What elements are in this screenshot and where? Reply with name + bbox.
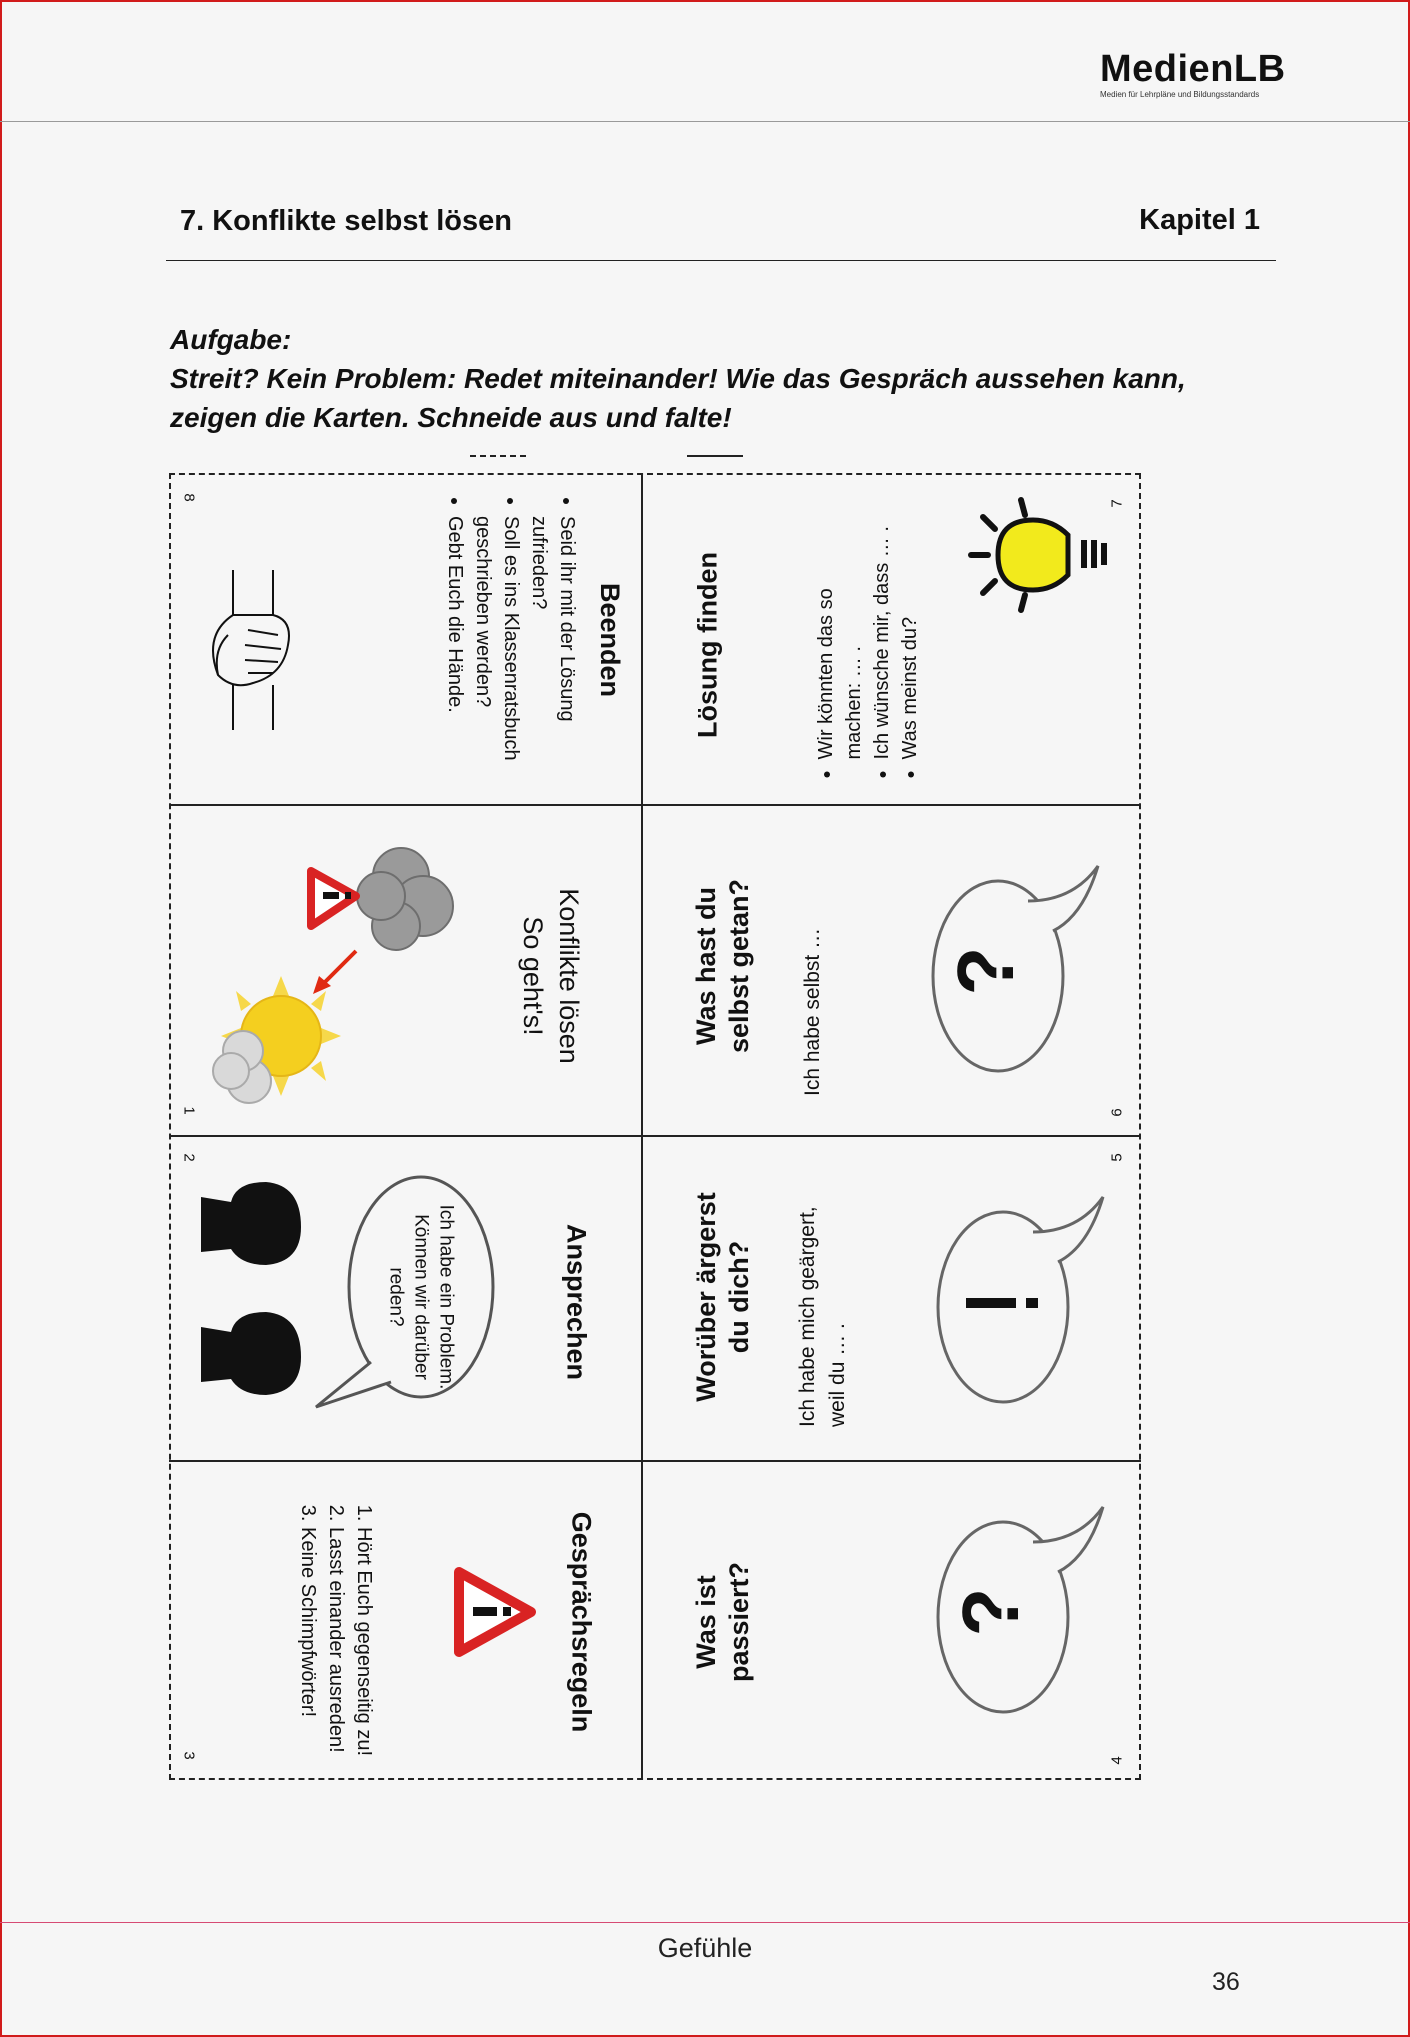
card-list (441, 490, 581, 790)
card-title-block (690, 836, 756, 1096)
card-title: Beenden (595, 582, 625, 697)
card-title-wrap (673, 1157, 773, 1437)
card-title-block (690, 1502, 756, 1742)
question-bubble-icon (928, 1502, 1128, 1717)
handshake-icon (193, 565, 313, 735)
card-title: Ansprechen (561, 1223, 592, 1381)
card-title-wrap (678, 515, 738, 775)
card-text: Ich habe mich geärgert, (796, 1206, 819, 1427)
card-number: 5 (1108, 1153, 1126, 1162)
card-title-block (515, 856, 587, 1096)
card-konflikte-loesen (171, 806, 641, 1135)
card-number: 4 (1108, 1756, 1126, 1765)
list-item: 3. Keine Schimpfwörter! (294, 1527, 322, 1757)
card-title-wrap (551, 1482, 611, 1762)
card-list (812, 515, 924, 786)
card-text: Ich habe selbst … (801, 927, 824, 1096)
storm-to-sun-icon (201, 826, 471, 1116)
task-line-1: Streit? Kein Problem: Redet miteinander! Wie das Gespräch aussehen kann, (170, 363, 1186, 394)
list-item: • Seid ihr mit der Lösung zufrieden? (525, 516, 581, 790)
card-text-2: weil du … . (826, 1323, 849, 1427)
header-rule (0, 121, 1410, 122)
page-title: 7. Konflikte selbst lösen (180, 205, 512, 237)
card-beenden (171, 475, 641, 804)
card-title: Worüber ärgerst (691, 1192, 721, 1402)
card-title-block (690, 1162, 756, 1432)
card-was-hast-du-getan (643, 806, 1139, 1135)
card-text-wrap (793, 866, 833, 1096)
card-title: Konflikte lösen (554, 888, 584, 1064)
card-number: 1 (180, 1106, 198, 1115)
card-number: 2 (180, 1153, 198, 1162)
lightbulb-icon (963, 495, 1113, 645)
footer-label: Gefühle (657, 1933, 753, 1963)
card-number: 6 (1108, 1108, 1126, 1117)
card-title-2: du dich? (724, 1240, 754, 1354)
list-item: • Ich wünsche mir, dass … . (868, 515, 896, 760)
card-ansprechen (171, 1137, 641, 1460)
card-title-wrap (673, 826, 773, 1106)
card-number: 3 (180, 1751, 198, 1760)
card-list-wrap (793, 515, 943, 785)
card-title-2: passiert? (724, 1561, 754, 1683)
task-block (170, 320, 1290, 437)
card-subtitle: So geht's! (518, 916, 548, 1036)
bubble-text-wrap (366, 1197, 476, 1397)
list-item: • Wir könnten das so machen: … . (812, 515, 868, 760)
list-item: • Soll es ins Klassenratsbuch geschrieben werden? (469, 516, 525, 790)
title-rule (166, 260, 1276, 261)
fold-mark-dashed (470, 455, 526, 467)
card-text-block (793, 1177, 853, 1427)
question-bubble-icon (923, 861, 1123, 1076)
exclamation-bubble-icon (928, 1192, 1128, 1407)
card-title-wrap (673, 1502, 773, 1742)
card-title: Gesprächsregeln (566, 1511, 597, 1733)
two-heads-icon (191, 1177, 311, 1417)
card-loesung-finden (643, 475, 1139, 804)
card-content (481, 846, 621, 1106)
cut-mark-solid (687, 455, 743, 467)
page-number: 36 (1212, 1968, 1240, 1996)
logo-name: MedienLB (1100, 48, 1286, 90)
card-title: Lösung finden (692, 552, 723, 738)
bubble-text: Ich habe ein Problem. Können wir darüber reden? (385, 1204, 457, 1390)
rules-list (294, 1497, 378, 1757)
task-line-2: zeigen die Karten. Schneide aus und falte! (170, 402, 732, 433)
medienlb-logo (1100, 50, 1295, 99)
chapter-label: Kapitel 1 (1139, 204, 1260, 236)
svg-text:?: ? (941, 946, 1030, 996)
task-label: Aufgabe: (170, 324, 292, 355)
card-text-wrap (783, 1177, 863, 1427)
card-gespraechsregeln (171, 1462, 641, 1778)
rules-wrap (221, 1502, 451, 1757)
card-number: 7 (1108, 499, 1126, 508)
list-item: • Gebt Euch die Hände. (441, 516, 469, 790)
card-title-2: selbst getan? (724, 878, 754, 1054)
list-item: • Was meinst du? (896, 515, 924, 760)
list-item: 2. Lasst einander ausreden! (322, 1527, 350, 1757)
card-worueber-aergerst (643, 1137, 1139, 1460)
card-title: Was hast du (691, 886, 721, 1046)
warning-icon (451, 1562, 541, 1662)
card-title-wrap (546, 1167, 606, 1437)
footer-rule (0, 1922, 1410, 1923)
svg-text:?: ? (946, 1587, 1035, 1637)
card-was-ist-passiert (643, 1462, 1139, 1778)
list-item: 1. Hört Euch gegenseitig zu! (350, 1527, 378, 1757)
card-title: Was ist (691, 1575, 721, 1669)
logo-tagline: Medien für Lehrpläne und Bildungsstandards (1100, 90, 1260, 99)
card-number: 8 (180, 493, 198, 502)
